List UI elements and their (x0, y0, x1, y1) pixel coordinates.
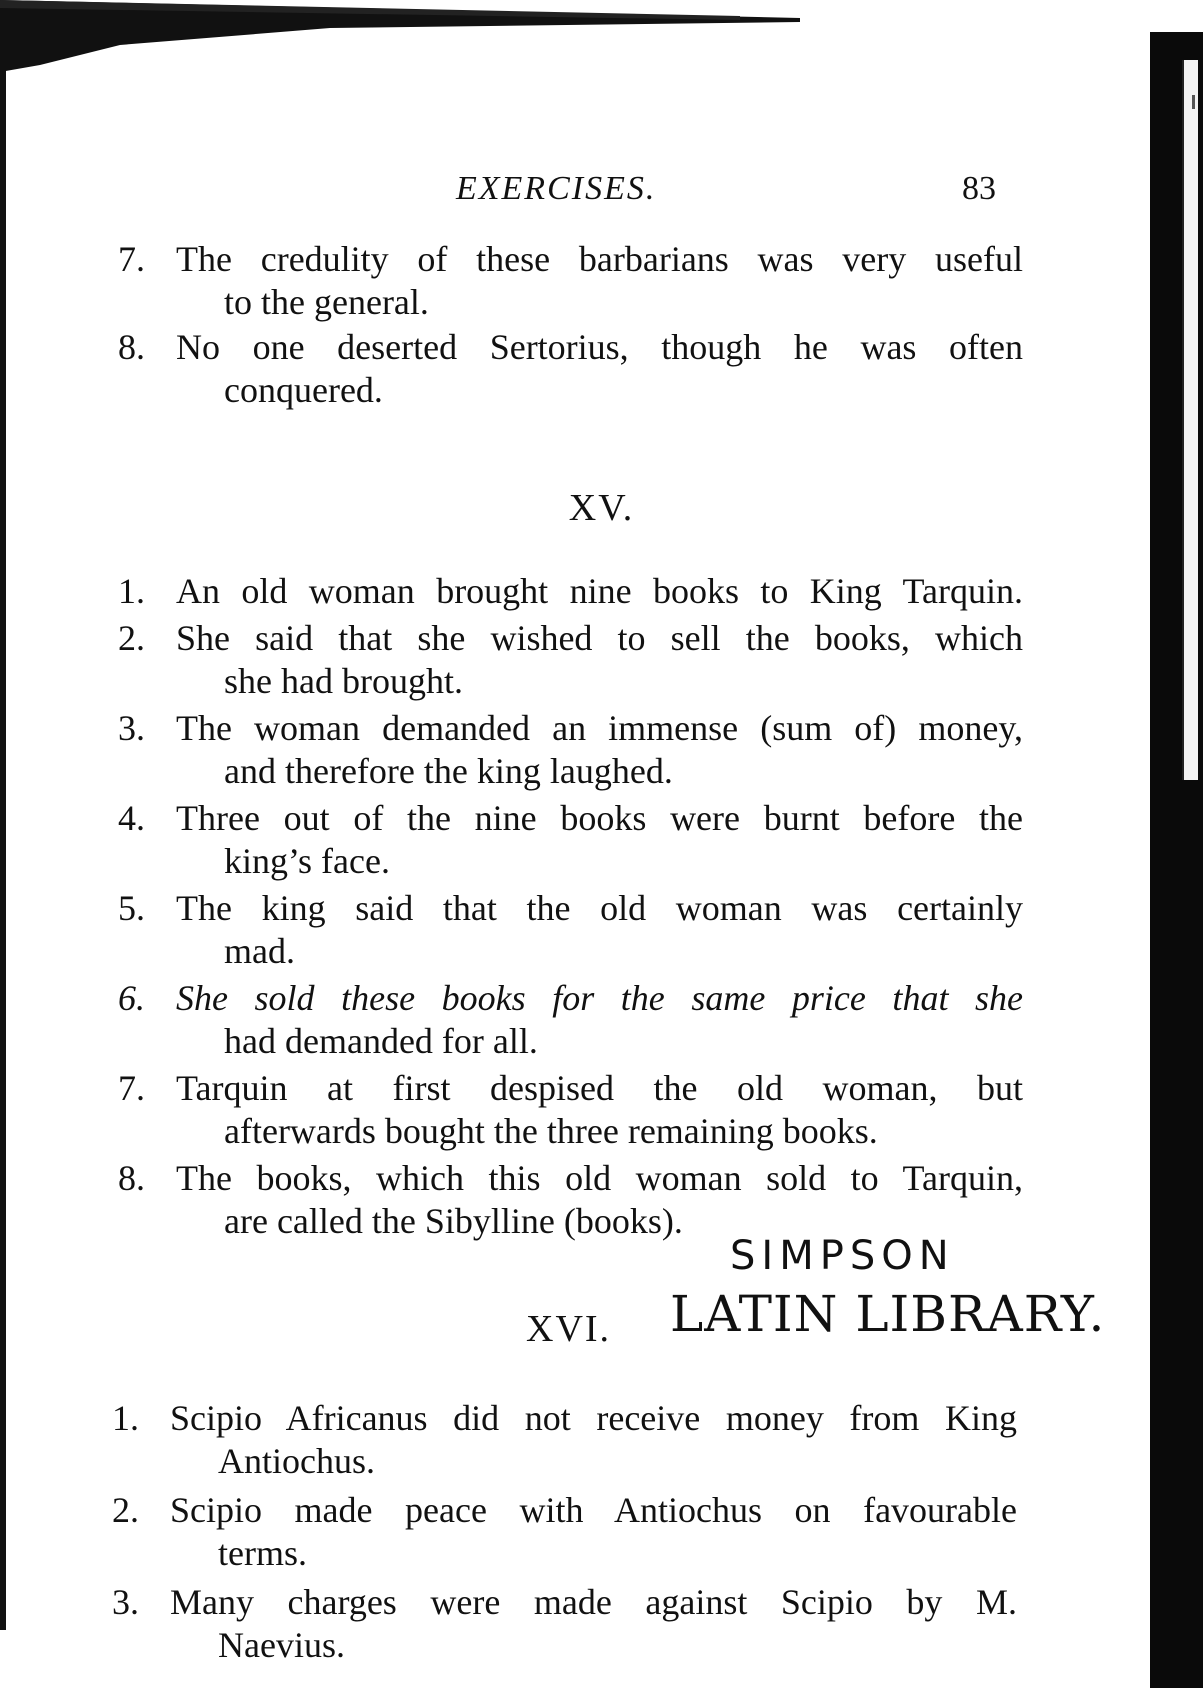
item-text-line1: She sold these books for the same price that she (176, 978, 1023, 1018)
list-item (112, 1397, 1017, 1483)
item-number: 3. (118, 708, 145, 748)
item-text-line1: The books, which this old woman sold to Tarquin, (176, 1158, 1023, 1198)
list-item (118, 977, 1023, 1063)
item-text-line2: are called the Sibylline (books). (224, 1201, 683, 1241)
list-item (118, 326, 1023, 412)
item-number: 4. (118, 798, 145, 838)
item-number: 7. (118, 1068, 145, 1108)
list-item (118, 238, 1023, 324)
item-text-line1: No one deserted Sertorius, though he was often (176, 327, 1023, 367)
item-text-line1: Tarquin at first despised the old woman, but (176, 1068, 1023, 1108)
section-heading-xv: XV. (568, 487, 635, 529)
item-text-line2: mad. (224, 931, 295, 971)
list-item (118, 1067, 1023, 1153)
item-text-line1: Scipio made peace with Antiochus on favourable (170, 1490, 1017, 1530)
item-text-line1: The credulity of these barbarians was very useful (176, 239, 1023, 279)
list-item (118, 797, 1023, 883)
scan-edge-left (0, 60, 6, 1630)
item-number: 1. (112, 1398, 139, 1438)
item-number: 2. (112, 1490, 139, 1530)
item-number: 5. (118, 888, 145, 928)
continued-exercise-list (118, 238, 1023, 412)
scan-edge-right-mark (1192, 95, 1195, 109)
item-number: 8. (118, 1158, 145, 1198)
item-text-line2: and therefore the king laughed. (224, 751, 673, 791)
exercise-list-xvi (112, 1397, 1017, 1667)
exercise-list-xv (118, 570, 1023, 1243)
library-stamp-title: LATIN LIBRARY. (670, 1285, 1106, 1343)
item-text-line1: Three out of the nine books were burnt before the (176, 798, 1023, 838)
running-title: EXERCISES. (456, 170, 657, 207)
list-item (118, 1157, 1023, 1243)
item-text-line1: Scipio Africanus did not receive money from King (170, 1398, 1017, 1438)
item-number: 6. (118, 978, 145, 1018)
item-text-line1: She said that she wished to sell the books, which (176, 618, 1023, 658)
item-text-line2: she had brought. (224, 661, 463, 701)
item-number: 8. (118, 327, 145, 367)
library-stamp-name: SIMPSON (730, 1233, 955, 1279)
running-head (0, 170, 1203, 220)
item-text-line2: had demanded for all. (224, 1021, 538, 1061)
list-item (118, 707, 1023, 793)
item-number: 7. (118, 239, 145, 279)
item-text-line2: terms. (218, 1533, 307, 1573)
list-item (118, 887, 1023, 973)
item-number: 3. (112, 1582, 139, 1622)
item-text-line1: An old woman brought nine books to King Tarquin. (176, 571, 1023, 611)
item-text-line1: Many charges were made against Scipio by M. (170, 1582, 1017, 1622)
item-text-line2: Naevius. (218, 1625, 345, 1665)
page-number: 83 (962, 170, 996, 207)
list-item (118, 617, 1023, 703)
list-item (112, 1489, 1017, 1575)
item-text-line1: The woman demanded an immense (sum of) money, (176, 708, 1023, 748)
list-item (112, 1581, 1017, 1667)
scan-edge-right-margin (1182, 60, 1198, 780)
item-number: 1. (118, 571, 145, 611)
item-text-line2: Antiochus. (218, 1441, 375, 1481)
item-number: 2. (118, 618, 145, 658)
item-text-line2: to the general. (224, 282, 429, 322)
scan-shadow-top-left (0, 0, 800, 80)
section-heading-xvi: XVI. (526, 1308, 612, 1350)
item-text-line1: The king said that the old woman was certainly (176, 888, 1023, 928)
item-text-line2: afterwards bought the three remaining books. (224, 1111, 878, 1151)
item-text-line2: king’s face. (224, 841, 390, 881)
item-text-line2: conquered. (224, 370, 383, 410)
list-item (118, 570, 1023, 613)
